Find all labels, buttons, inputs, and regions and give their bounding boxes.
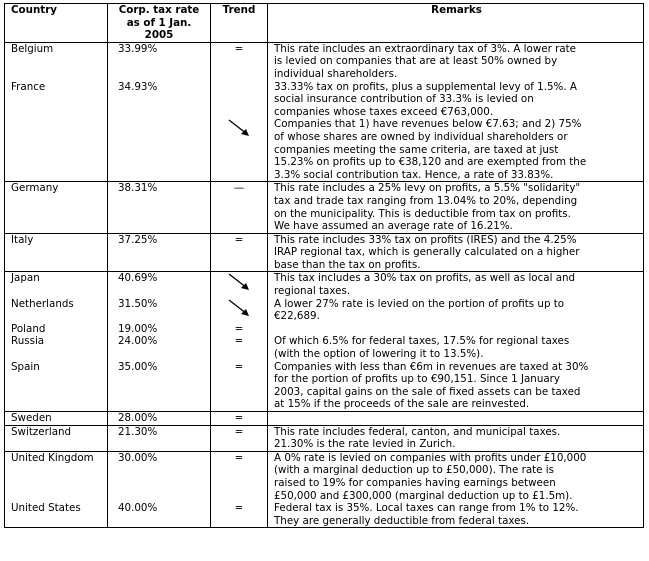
remark-russia-line: Of which 6.5% for federal taxes, 17.5% for regional taxes bbox=[274, 335, 570, 348]
header-remarks: Remarks bbox=[431, 4, 482, 16]
remark-belgium-line: individual shareholders. bbox=[274, 67, 398, 80]
remark-spain-line: 2003, capital gains on the sale of fixed assets can be taxed bbox=[274, 385, 581, 398]
trend-netherlands-down-arrow-icon bbox=[227, 298, 251, 318]
rate-france: 34.93% bbox=[118, 80, 158, 93]
remark-uk-line: A 0% rate is levied on companies with profits under £10,000 bbox=[274, 451, 587, 464]
remark-germany-line: on the municipality. This is deductible from tax on profits. bbox=[274, 207, 571, 220]
rate-italy: 37.25% bbox=[108, 234, 211, 272]
remark-france-line: social insurance contribution of 33.3% is levied on bbox=[274, 93, 534, 106]
remark-spain-line: for the portion of profits up to €90,151. Since 1 January bbox=[274, 373, 560, 386]
remark-us-line: Federal tax is 35%. Local taxes can range from 1% to 12%. bbox=[274, 502, 579, 515]
country-poland: Poland bbox=[11, 322, 46, 335]
country-sweden: Sweden bbox=[5, 412, 108, 425]
header-rate-line2: as of 1 Jan. bbox=[126, 16, 192, 29]
remark-france-line: Companies that 1) have revenues below €7.63; and 2) 75% bbox=[274, 118, 582, 131]
trend-sweden-equal: = bbox=[211, 412, 268, 425]
remark-sweden-empty bbox=[268, 412, 643, 425]
header-rate bbox=[108, 4, 211, 42]
remark-uk-line: (with a marginal deduction up to £50,000). The rate is bbox=[274, 464, 554, 477]
country-belgium: Belgium bbox=[11, 42, 54, 55]
remark-france-line: 15.23% on profits up to €38,120 and are exempted from the bbox=[274, 156, 587, 169]
trend-germany-dash: — bbox=[211, 182, 268, 232]
country-united-kingdom: United Kingdom bbox=[11, 451, 94, 464]
remark-france-line: companies meeting the same criteria, are taxed at just bbox=[274, 143, 559, 156]
remark-netherlands-line: A lower 27% rate is levied on the portion of profits up to bbox=[274, 297, 565, 310]
country-japan: Japan bbox=[11, 272, 40, 285]
remark-japan-line: This tax includes a 30% tax on profits, as well as local and bbox=[274, 272, 576, 285]
rate-united-states: 40.00% bbox=[118, 502, 158, 515]
rate-germany: 38.31% bbox=[108, 182, 211, 232]
rate-netherlands: 31.50% bbox=[118, 297, 158, 310]
group-uk-us bbox=[5, 451, 643, 528]
remark-france-line: 33.33% tax on profits, plus a supplemental levy of 1.5%. A bbox=[274, 80, 577, 93]
header-row bbox=[5, 4, 643, 42]
remark-uk-line: £50,000 and £300,000 (marginal deduction up to £1.5m). bbox=[274, 489, 573, 502]
rate-switzerland: 21.30% bbox=[108, 426, 211, 451]
remark-germany-line: We have assumed an average rate of 16.21%. bbox=[274, 220, 513, 233]
country-russia: Russia bbox=[11, 335, 45, 348]
trend-italy-equal: = bbox=[211, 234, 268, 272]
tax-rate-table bbox=[4, 3, 644, 528]
remark-switzerland-line: This rate includes federal, canton, and municipal taxes. bbox=[274, 425, 561, 438]
row-germany bbox=[5, 181, 643, 232]
country-italy: Italy bbox=[5, 234, 108, 272]
header-rate-line3: 2005 bbox=[144, 29, 174, 42]
rate-belgium: 33.99% bbox=[118, 42, 158, 55]
remark-italy-line: This rate includes 33% tax on profits (IRES) and the 4.25% bbox=[274, 233, 577, 246]
rate-sweden: 28.00% bbox=[108, 412, 211, 425]
trend-switzerland-equal: = bbox=[211, 426, 268, 451]
trend-russia-equal: = bbox=[234, 335, 244, 348]
row-switzerland bbox=[5, 425, 643, 451]
rate-poland: 19.00% bbox=[118, 322, 158, 335]
remark-italy-line: base than the tax on profits. bbox=[274, 258, 421, 271]
header-trend: Trend bbox=[211, 4, 268, 42]
remark-russia-line: (with the option of lowering it to 13.5%). bbox=[274, 348, 484, 361]
remark-japan-line: regional taxes. bbox=[274, 285, 351, 298]
remark-germany-line: This rate includes a 25% levy on profits, a 5.5% "solidarity" bbox=[274, 182, 581, 195]
trend-france-down-arrow-icon bbox=[227, 118, 251, 138]
remark-belgium-line: This rate includes an extraordinary tax of 3%. A lower rate bbox=[274, 42, 577, 55]
trend-belgium-equal: = bbox=[234, 42, 244, 55]
remark-uk-line: raised to 19% for companies having earnings between bbox=[274, 476, 556, 489]
rate-russia: 24.00% bbox=[118, 335, 158, 348]
rate-japan: 40.69% bbox=[118, 272, 158, 285]
rate-united-kingdom: 30.00% bbox=[118, 451, 158, 464]
header-rate-line1: Corp. tax rate bbox=[118, 4, 200, 16]
remark-belgium-line: is levied on companies that are at least 50% owned by bbox=[274, 55, 558, 68]
remark-france-line: companies whose taxes exceed €763,000. bbox=[274, 105, 494, 118]
trend-spain-equal: = bbox=[234, 360, 244, 373]
remark-france-line: of whose shares are owned by individual shareholders or bbox=[274, 130, 568, 143]
row-sweden bbox=[5, 411, 643, 425]
remark-switzerland-line: 21.30% is the rate levied in Zurich. bbox=[274, 438, 456, 451]
remark-us-line: They are generally deductible from federal taxes. bbox=[274, 514, 530, 527]
remark-france-line: 3.3% social contribution tax. Hence, a rate of 33.83%. bbox=[274, 168, 554, 181]
country-united-states: United States bbox=[11, 502, 81, 515]
row-italy bbox=[5, 233, 643, 272]
remark-spain-line: Companies with less than €6m in revenues are taxed at 30% bbox=[274, 360, 589, 373]
country-netherlands: Netherlands bbox=[11, 297, 74, 310]
remark-germany-line: tax and trade tax ranging from 13.04% to 20%, depending bbox=[274, 194, 578, 207]
remark-netherlands-line: €22,689. bbox=[274, 310, 320, 323]
rate-spain: 35.00% bbox=[118, 360, 158, 373]
group-japan-spain bbox=[5, 271, 643, 411]
country-spain: Spain bbox=[11, 360, 40, 373]
country-france: France bbox=[11, 80, 46, 93]
trend-us-equal: = bbox=[234, 502, 244, 515]
country-germany: Germany bbox=[5, 182, 108, 232]
trend-uk-equal: = bbox=[234, 451, 244, 464]
trend-poland-equal: = bbox=[234, 322, 244, 335]
group-belgium-france bbox=[5, 42, 643, 182]
country-switzerland: Switzerland bbox=[5, 426, 108, 451]
remark-spain-line: at 15% if the proceeds of the sale are reinvested. bbox=[274, 398, 530, 411]
remark-italy-line: IRAP regional tax, which is generally calculated on a higher bbox=[274, 246, 580, 259]
trend-japan-down-arrow-icon bbox=[227, 272, 251, 292]
header-country: Country bbox=[5, 4, 108, 42]
